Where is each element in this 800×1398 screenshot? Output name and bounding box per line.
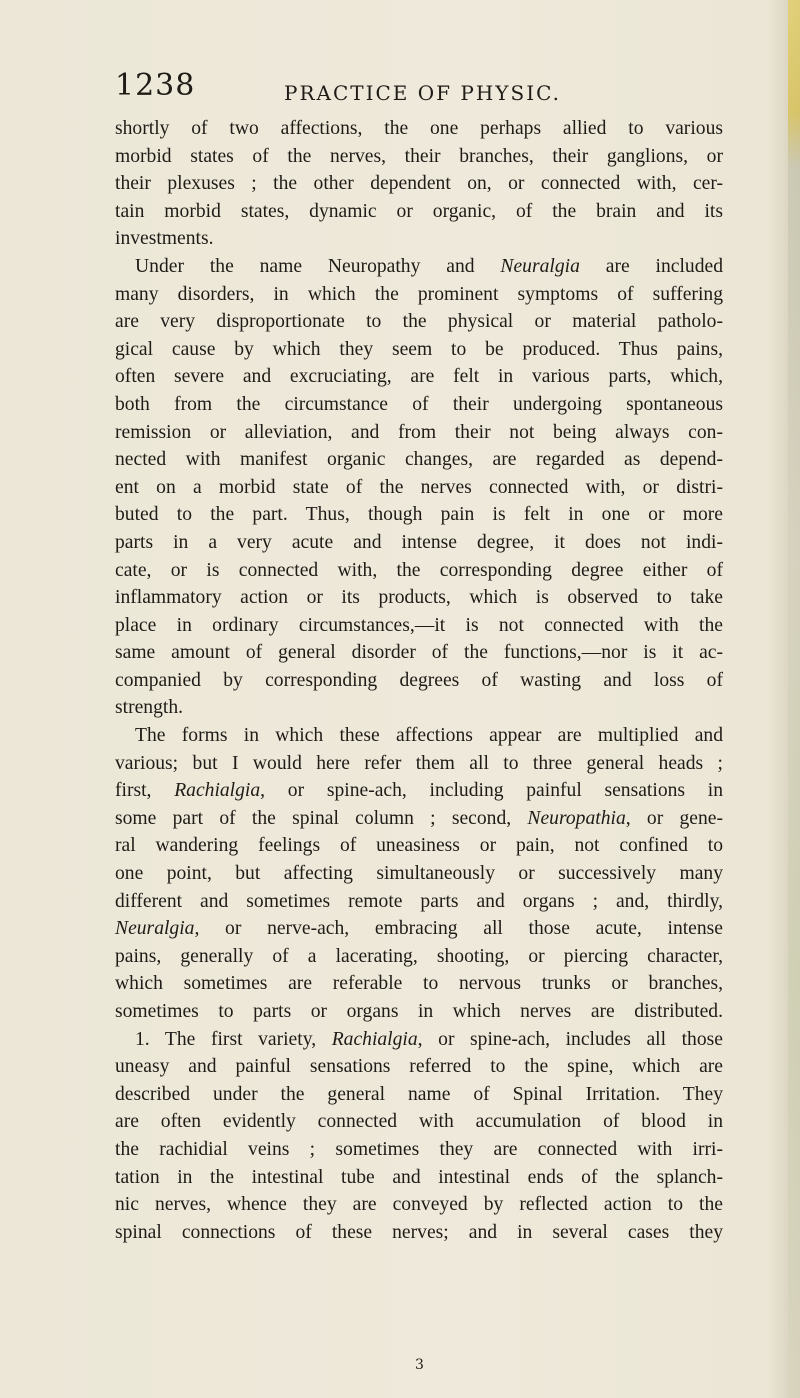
text-line: The forms in which these affections appear are multiplied and xyxy=(135,725,723,747)
text-line: different and sometimes remote parts and organs ; and, thirdly, xyxy=(115,890,723,912)
text-line: remission or alleviation, and from their not being always con- xyxy=(115,421,723,443)
text-line: their plexuses ; the other dependent on, or connected with, cer- xyxy=(115,173,723,195)
text-line: 1. The first variety, Rachialgia, or spine-ach, includes all those xyxy=(135,1028,723,1050)
text-line: ent on a morbid state of the nerves connected with, or distri- xyxy=(115,476,723,498)
text-line: parts in a very acute and intense degree, it does not indi- xyxy=(115,531,723,553)
text-line: same amount of general disorder of the functions,—nor is it ac- xyxy=(115,642,723,664)
running-head: PRACTICE OF PHYSIC. xyxy=(284,81,562,105)
text-line: are often evidently connected with accumulation of blood in xyxy=(115,1111,723,1133)
text-line: cate, or is connected with, the corresponding degree either of xyxy=(115,559,723,581)
text-line: companied by corresponding degrees of wasting and loss of xyxy=(115,669,723,691)
text-line: the rachidial veins ; sometimes they are connected with irri- xyxy=(115,1138,723,1160)
text-line: described under the general name of Spinal Irritation. They xyxy=(115,1083,723,1105)
text-line: ral wandering feelings of uneasiness or pain, not confined to xyxy=(115,835,723,857)
text-line: Neuralgia, or nerve-ach, embracing all those acute, intense xyxy=(115,918,723,940)
text-line: uneasy and painful sensations referred to the spine, which are xyxy=(115,1056,723,1078)
text-line: Under the name Neuropathy and Neuralgia are included xyxy=(135,255,723,277)
text-line: morbid states of the nerves, their branches, their ganglions, or xyxy=(115,145,723,167)
text-line: many disorders, in which the prominent symptoms of suffering xyxy=(115,283,723,305)
text-line: tain morbid states, dynamic or organic, of the brain and its xyxy=(115,200,723,222)
text-line: place in ordinary circumstances,—it is not connected with the xyxy=(115,614,723,636)
page-edge xyxy=(788,0,800,1398)
text-line: inflammatory action or its products, which is observed to take xyxy=(115,587,723,609)
text-line: both from the circumstance of their undergoing spontaneous xyxy=(115,393,723,415)
text-line: some part of the spinal column ; second, Neuropathia, or gene- xyxy=(115,807,723,829)
text-line: tation in the intestinal tube and intestinal ends of the splanch- xyxy=(115,1166,723,1188)
text-line: shortly of two affections, the one perhaps allied to various xyxy=(115,118,723,139)
body-text xyxy=(115,115,723,1246)
text-line: nected with manifest organic changes, are regarded as depend- xyxy=(115,449,723,471)
text-line: various; but I would here refer them all to three general heads ; xyxy=(115,752,723,774)
page-header xyxy=(115,68,715,108)
text-line: are very disproportionate to the physical or material patholo- xyxy=(115,311,723,333)
text-line: first, Rachialgia, or spine-ach, including painful sensations in xyxy=(115,780,723,802)
text-line: often severe and excruciating, are felt in various parts, which, xyxy=(115,366,723,388)
text-line: buted to the part. Thus, though pain is felt in one or more xyxy=(115,504,723,526)
text-line: which sometimes are referable to nervous trunks or branches, xyxy=(115,973,723,995)
text-line: nic nerves, whence they are conveyed by reflected action to the xyxy=(115,1194,723,1216)
text-line: pains, generally of a lacerating, shooting, or piercing character, xyxy=(115,945,723,967)
text-line: sometimes to parts or organs in which nerves are distributed. xyxy=(115,1001,723,1022)
page-number: 1238 xyxy=(115,68,196,103)
signature-mark: 3 xyxy=(415,1357,424,1373)
text-line: spinal connections of these nerves; and in several cases they xyxy=(115,1221,723,1243)
text-line: gical cause by which they seem to be produced. Thus pains, xyxy=(115,338,723,360)
text-line: one point, but affecting simultaneously or successively many xyxy=(115,863,723,885)
text-line: investments. xyxy=(115,228,214,250)
text-line: strength. xyxy=(115,697,184,719)
